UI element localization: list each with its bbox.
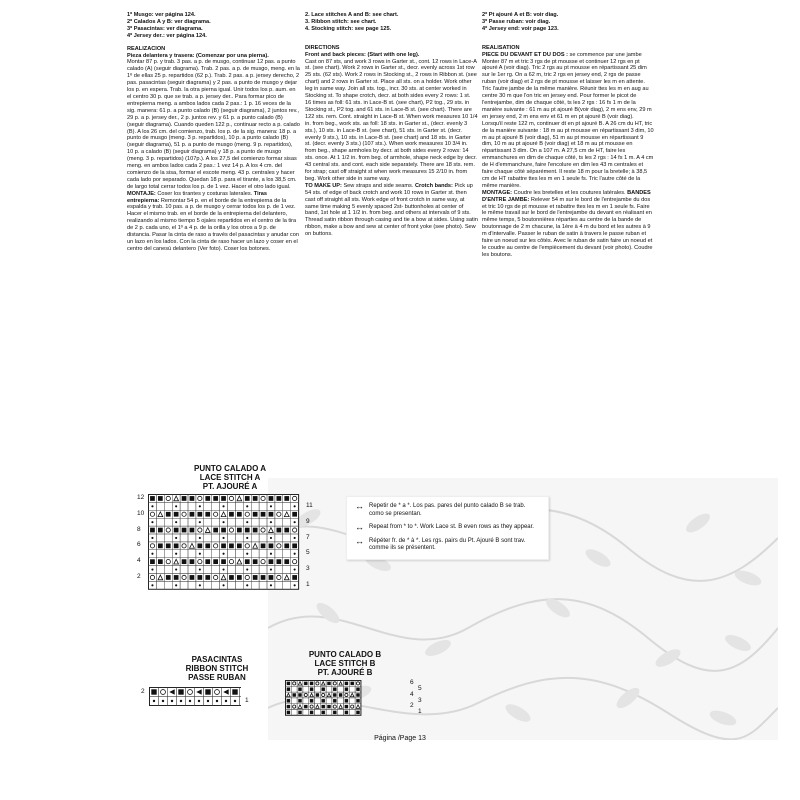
purl-symbol [292, 512, 297, 517]
purl-symbol [190, 512, 195, 517]
row-number-left: 8 [137, 525, 141, 533]
abbrev-fr-3: 3º Passe ruban: voir diag. [482, 18, 551, 25]
purl-symbol [253, 559, 258, 564]
purl-symbol [221, 559, 226, 564]
knit-dot-symbol [199, 584, 201, 586]
row-number-right: 7 [306, 533, 310, 541]
chart-ribbon-title-fr: PASSE RUBAN [188, 673, 246, 682]
purl-symbol [174, 512, 179, 517]
knit-dot-symbol [153, 700, 155, 702]
purl-symbol [276, 528, 281, 533]
abbrev-fr-2: 2º Pt ajouré A et B: voir diag. [482, 12, 559, 18]
knit-dot-symbol [222, 584, 224, 586]
purl-symbol [287, 705, 290, 708]
instructions-body: Monter 87 m et tric 3 rgs de pt mousse et continuer 12 rgs en pt ajouré A (voir diag). Tric 2 rgs au pt mousse en répartissant 25 dim sur le 1er rg. On a 62 m, tric 2 rgs en jersey end, 2 rgs de passe ruban (voir diag) et 2 rgs de pt mousse et laisser les m en attente. Tric l'autre jambe de la même manière. Réunir ttes les m en aug au centre 30 m que l'on tric en jersey end. Pour former le picot de l'entrejambe, dim de chaque côté, ts les 2 rgs : 16 fs 1 m de la manière suivante : 61 m au pt ajouré B(voir diag), 2 m ens env, 29 m en jersey end, 2 m ens env et 61 m en pt ajouré B (voir diag). Lorsqu'il reste 122 m, continuer dt en pt ajouré B. A 26 cm du HT, tric de la manière suivante : 18 m au pt mousse en répartissant 3 dim, 10 m au pt ajouré B (voir diag), 51 m au pt mousse en répartissant 9 dim, 10 m au pt ajouré B (voir diag) et 18 m au pt mousse en répartissant 3 dim. On a 107 m. A 27,5 cm de HT, faire les emmanchures en dim de chaque côté, ts les 2 rgs : 14 fs 1 m. A 4 cm de H d'emmanchure, faire l'encolure en dim les 43 m centrales et faire chaque côté séparément. Il reste 18 m pour la bretelle; à 38,5 cm de HT rabattre ttes les m en 1 seule fs. Tric l'autre côté de la même manière. [482, 58, 654, 189]
purl-symbol [356, 711, 359, 714]
knit-dot-symbol [199, 553, 201, 555]
purl-symbol [292, 543, 297, 548]
purl-symbol [182, 559, 187, 564]
knit-dot-symbol [294, 505, 296, 507]
purl-symbol [345, 682, 348, 685]
purl-symbol [333, 693, 336, 696]
row-number-right: 9 [306, 517, 310, 525]
knit-dot-symbol [199, 537, 201, 539]
knit-dot-symbol [270, 537, 272, 539]
purl-symbol [292, 575, 297, 580]
purl-symbol [310, 687, 313, 690]
knit-dot-symbol [294, 521, 296, 523]
section-subheading: PIECE DU DEVANT ET DU DOS : [482, 51, 568, 58]
purl-symbol [158, 496, 163, 501]
legend-en: Repeat from * to *. Work Lace st. B even rows as they appear. [369, 524, 534, 530]
purl-symbol [213, 496, 218, 501]
purl-symbol [284, 528, 289, 533]
chart-a-title [165, 464, 295, 491]
knit-dot-symbol [171, 700, 173, 702]
knit-dot-symbol [246, 584, 248, 586]
purl-symbol [237, 575, 242, 580]
section-subheading: Pieza delantera y trasera: (Comenzar por una pierna). [127, 52, 269, 59]
purl-symbol [356, 693, 359, 696]
purl-symbol [284, 543, 289, 548]
makeup-label: TO MAKE UP: [305, 182, 342, 189]
purl-symbol [182, 496, 187, 501]
montaje-label: MONTAJE: [127, 190, 156, 197]
ribbon-stitch-grid [149, 687, 241, 707]
knit-dot-symbol [180, 700, 182, 702]
purl-symbol [316, 693, 319, 696]
purl-symbol [245, 559, 250, 564]
row-number-left: 6 [137, 541, 141, 549]
bandes-text: Relever 54 m sur le bord de l'entrejambe du dos et tric 10 rgs de pt mousse et rabattre ttes les m en 1 seule fs. Faire le même travail sur le bord de l'entrejambe du devant en réalisant en même temps, 5 boutonnières réparties au centre de la bande de boutonnage de 2 m chacune, la 1ère à 4 m du bord et les autres à 9 m d'intervalle. Passer le ruban de satin à travers le passe ruban et faire un noeud sur les côtés. Avec le ruban de satin faire un noeud et le coudre au centre de l'empiècement du devant (voir photo). Coudre les boutons. [482, 196, 653, 258]
chart-a-title-es: PUNTO CALADO A [194, 464, 266, 473]
purl-symbol [287, 699, 290, 702]
knit-dot-symbol [199, 521, 201, 523]
crotch-text: Pick up 54 sts. of edge of back crotch and work 10 rows in Garter st. then cast off straight all sts. Work edge of front crotch in same way, at same time making 5 evenly spaced 2st- buttonholes at center of band, 1st hole at 1 1/2 in. from beg. and others at intervals of 9 sts. Thread satin ribbon through casing and tie a bow at sides. Using satin ribbon, make a bow and sew at center of front yoke (see photo). Sew on buttons. [305, 182, 478, 238]
chart-b-title [290, 650, 400, 677]
legend-es: Repetir de * a *. Los pas. pares del punto calado B se trab. como se presentan. [369, 503, 526, 517]
purl-symbol [269, 543, 274, 548]
purl-symbol [190, 575, 195, 580]
row-number-left: 2 [141, 688, 145, 695]
purl-symbol [345, 699, 348, 702]
knit-dot-symbol [175, 553, 177, 555]
knit-dot-symbol [175, 505, 177, 507]
purl-symbol [356, 687, 359, 690]
purl-symbol [205, 512, 210, 517]
abbrev-es-4: 4º Jersey der.: ver página 124. [127, 32, 207, 39]
section-heading: DIRECTIONS [305, 44, 340, 51]
chart-b-title-es: PUNTO CALADO B [308, 650, 382, 659]
english-instructions [305, 12, 478, 238]
purl-symbol [321, 705, 324, 708]
purl-symbol [205, 689, 210, 694]
purl-symbol [356, 699, 359, 702]
row-number-left: 4 [410, 690, 414, 698]
section-heading: REALISATION [482, 44, 520, 51]
makeup-text: Sew straps and side seams. [343, 182, 414, 189]
purl-symbol [166, 512, 171, 517]
knit-dot-symbol [151, 521, 153, 523]
chart-b-title-en: LACE STITCH B [314, 659, 376, 668]
knit-dot-symbol [294, 553, 296, 555]
knit-dot-symbol [246, 553, 248, 555]
abbrev-es-2: 2º Calados A y B: ver diagrama. [127, 18, 211, 25]
purl-symbol [178, 689, 183, 694]
purl-symbol [174, 575, 179, 580]
montaje-text: Coser los tirantes y costuras laterales. [157, 190, 253, 197]
purl-symbol [310, 711, 313, 714]
purl-symbol [245, 496, 250, 501]
bandes-label: BANDES D'ENTRE JAMBE: [482, 189, 651, 203]
purl-symbol [253, 575, 258, 580]
purl-symbol [261, 512, 266, 517]
purl-symbol [350, 682, 353, 685]
purl-symbol [205, 543, 210, 548]
purl-symbol [237, 543, 242, 548]
purl-symbol [276, 559, 281, 564]
knit-dot-symbol [294, 568, 296, 570]
knit-dot-symbol [294, 584, 296, 586]
page-number: Página /Page 13 [374, 735, 426, 742]
section-subheading: Front and back pieces: (Start with one leg). [305, 51, 420, 58]
purl-symbol [174, 543, 179, 548]
purl-symbol [261, 575, 266, 580]
repeat-arrow-icon: ↔ [355, 535, 364, 546]
purl-symbol [276, 496, 281, 501]
purl-symbol [151, 689, 156, 694]
purl-symbol [298, 699, 301, 702]
purl-symbol [221, 496, 226, 501]
section-heading: REALIZACION [127, 45, 166, 52]
chart-a-title-en: LACE STITCH A [199, 473, 261, 482]
row-number-left: 6 [410, 679, 414, 686]
knit-dot-symbol [222, 553, 224, 555]
instructions-body: Montar 87 p. y trab. 3 pas. a p. de musgo, continuar 12 pas. a punto calado (A) (seguir diagrama). Trab. 2 pas. a p. de musgo, meng. en la 1º de ellas 25 p. repartidos (62 p.). Trab. 2 pas. a p. jersey derecho, 2 pas. pasacintas (seguir diagrama) y 2 pas. a punto de musgo y dejar los p. en espera. Trab. la otra pierna igual. Unir todos los p. aum. en el centro 30 p. que se trab. a p. jersey der.. Para formar pico de entrepierna meng. a ambos lados cada 2 pas.: 1 p. 16 veces de la sig. manera: 61 p. a punto calado (B) (seguir diagrama), 2 juntos rev., 29 p. a p. jersey der., 2 p. juntos rev. y 61 p. a punto calado (B) (seguir diagrama). Cuando queden 122 p., continuar recto a p. calado (B). A los 26 cm. del comienzo, trab. los p. de la sig. manera: 18 p. a punto de musgo (meng. 3 p. repartidos), 10 p. a punto calado (B) (seguir diagrama), 51 p. a punto de musgo (meng. 9 p. repartidos), 10 p. a calado (B) (seguir diagrama) y 18 p. a punto de musgo (meng. 3 p. repartidos) (107p.). A los 27,5 del comienzo formar sisas meng. en ambos lados cada 2 pas.: 1 vez 14 p. A los 4 cm. del comienzo de la sisa, formar el escote meng. 43 p. centrales y hacer cada lado por separado. Quedan 18 p. para el tirante, a los 38,5 cm. de largo total cerrar todos los p. de 1 vez. Hacer el otro lado igual. [127, 59, 300, 190]
purl-symbol [304, 705, 307, 708]
purl-symbol [213, 559, 218, 564]
knit-dot-symbol [270, 568, 272, 570]
abbrev-en-4: 4. Stocking stitch: see page 125. [305, 25, 392, 32]
purl-symbol [237, 512, 242, 517]
purl-symbol [232, 689, 237, 694]
knit-dot-symbol [175, 537, 177, 539]
tiras-label: Tiras entrepierna: [127, 190, 268, 204]
abbrev-es-1: 1º Musgo: ver página 124. [127, 12, 196, 18]
purl-symbol [150, 528, 155, 533]
purl-symbol [287, 711, 290, 714]
row-number-right: 1 [306, 581, 310, 588]
purl-symbol [190, 496, 195, 501]
knit-dot-symbol [222, 568, 224, 570]
knit-dot-symbol [216, 700, 218, 702]
knit-dot-symbol [175, 584, 177, 586]
knit-dot-symbol [151, 568, 153, 570]
row-number-right: 1 [245, 697, 249, 704]
knit-dot-symbol [151, 537, 153, 539]
row-number-right: 5 [418, 685, 422, 692]
purl-symbol [229, 512, 234, 517]
purl-symbol [229, 543, 234, 548]
purl-symbol [339, 693, 342, 696]
purl-symbol [269, 559, 274, 564]
purl-symbol [197, 575, 202, 580]
knit-dot-symbol [270, 521, 272, 523]
abbrev-en-3: 3. Ribbon stitch: see chart. [305, 18, 377, 25]
instructions-body: Cast on 87 sts, and work 3 rows in Garter st., cont. 12 rows in Lace-A st. (see chart). Work 2 rows in Garter st., decr. evenly across 1st row 25 sts. (62 sts). Work 2 rows in Stocking st., 2 rows in Ribbon st. (see chart) and 2 rows in Garter st. Place all sts. on a holder. Work other leg in same way. Join all sts. tog., incr. 30 sts. at center worked in Stocking st. To shape crotch, decr. at both sides every 2 rows: 1 st. 16 times as foll: 61 sts. in Lace-B st. (see chart), P2 tog., 29 sts. in Stocking st., P2 tog. and 61 sts. in Lace-B st. (see chart). There are 122 sts. rem. Cont. straight in Lace-B st. When work measures 10 1/4 in. from beg., work sts. as foll: 18 sts. in Garter st., (decr. evenly 3 sts.), 10 sts. in Lace-B st. (see chart), 51 sts. in Garter st. (decr. evenly 9 sts.), 10 sts. in Lace-B st. (see chart) and 18 sts. in Garter st. (decr. evenly 3 sts.) (107 sts.). When work measures 10 3/4 in. from beg., shape armholes by decr. at both sides every 2 rows: 14 sts. once. At 1 1/2 in. from beg. of armhole, shape neck edge by decr. 43 central sts. and cont. each side separately. There are 18 sts. rem. for strap; cast off straight st when work measures 15 2/10 in. from beg. Work other side in same way. [305, 58, 478, 182]
repeat-arrow-icon: ↔ [355, 501, 364, 511]
purl-symbol [245, 528, 250, 533]
knit-dot-symbol [246, 505, 248, 507]
knit-dot-symbol [222, 537, 224, 539]
abbrev-en-2: 2. Lace stitches A and B: see chart. [305, 12, 399, 18]
purl-symbol [253, 496, 258, 501]
row-number-right: 3 [418, 696, 422, 704]
lace-stitch-a-grid [148, 494, 300, 628]
purl-symbol [292, 693, 295, 696]
purl-symbol [158, 559, 163, 564]
purl-symbol [166, 543, 171, 548]
purl-symbol [304, 682, 307, 685]
knit-dot-symbol [294, 537, 296, 539]
purl-symbol [327, 682, 330, 685]
section-subheading-rest: se commence par une jambe [569, 51, 642, 58]
tiras-text: Remontar 54 p. en el borde de la entrepierna de la espalda y trab. 10 pas. a p. de musgo y cerrar todos los p. de 1 vez. Hacer el mismo trab. en el borde de la entrepierna del delantero, realizando al mismo tiempo 5 ojales repartidos en el centro de la tira de 2 p. cada uno, el 1º a 4 p. de la orilla y los otros a 9 p. de distancia. Pasar la cinta de raso a través del pasacintas y anudar con un lazo en los lados. Con la cinta de raso hacer un lazo y coser en el centro del canesú delantero (Ver foto). Coser los botones. [127, 197, 299, 252]
purl-symbol [182, 528, 187, 533]
purl-symbol [298, 711, 301, 714]
purl-symbol [197, 543, 202, 548]
row-number-left: 4 [137, 557, 141, 565]
knit-dot-symbol [270, 553, 272, 555]
knit-dot-symbol [189, 700, 191, 702]
chart-ribbon-title-en: RIBBON STITCH [185, 664, 249, 673]
purl-symbol [269, 575, 274, 580]
purl-symbol [287, 682, 290, 685]
knit-dot-symbol [270, 584, 272, 586]
purl-symbol [310, 682, 313, 685]
knit-dot-symbol [175, 521, 177, 523]
purl-symbol [287, 687, 290, 690]
knit-dot-symbol [199, 568, 201, 570]
purl-symbol [345, 711, 348, 714]
purl-symbol [333, 687, 336, 690]
knit-dot-symbol [198, 700, 200, 702]
purl-symbol [190, 528, 195, 533]
knit-dot-symbol [151, 505, 153, 507]
purl-symbol [150, 496, 155, 501]
purl-symbol [298, 693, 301, 696]
repeat-arrow-icon: ↔ [355, 522, 364, 532]
purl-symbol [158, 543, 163, 548]
row-number-left: 2 [410, 702, 414, 710]
purl-symbol [269, 496, 274, 501]
knit-dot-symbol [246, 568, 248, 570]
purl-symbol [237, 528, 242, 533]
chart-ribbon-title-es: PASACINTAS [191, 655, 243, 664]
purl-symbol [229, 575, 234, 580]
abbrev-fr-4: 4º Jersey end: voir page 123. [482, 25, 559, 32]
purl-symbol [321, 699, 324, 702]
knit-dot-symbol [222, 521, 224, 523]
row-number-left: 2 [137, 573, 141, 580]
purl-symbol [205, 575, 210, 580]
purl-symbol [333, 699, 336, 702]
purl-symbol [158, 528, 163, 533]
purl-symbol [321, 687, 324, 690]
chart-ribbon-title [172, 655, 262, 682]
crotch-label: Crotch bands: [414, 182, 453, 189]
row-number-left: 10 [137, 509, 145, 517]
row-number-right: 1 [418, 708, 422, 716]
purl-symbol [284, 559, 289, 564]
purl-symbol [321, 711, 324, 714]
knit-dot-symbol [175, 568, 177, 570]
purl-symbol [197, 512, 202, 517]
purl-symbol [221, 543, 226, 548]
chart-a-title-fr: PT. AJOURÉ A [202, 482, 258, 491]
knit-dot-symbol [234, 700, 236, 702]
knit-dot-symbol [199, 505, 201, 507]
purl-symbol [221, 528, 226, 533]
row-number-right: 11 [306, 502, 313, 509]
purl-symbol [345, 705, 348, 708]
knit-dot-symbol [162, 700, 164, 702]
purl-symbol [253, 512, 258, 517]
chart-legend-card [346, 496, 549, 560]
purl-symbol [213, 528, 218, 533]
purl-symbol [327, 705, 330, 708]
purl-symbol [310, 699, 313, 702]
row-number-right: 5 [306, 549, 310, 557]
purl-symbol [190, 559, 195, 564]
row-number-left: 12 [137, 494, 145, 501]
montage-text: Coudre les bretelles et les coutures latérales. [513, 189, 626, 196]
chart-b-title-fr: PT. AJOURÉ B [317, 668, 373, 677]
knit-dot-symbol [246, 537, 248, 539]
purl-symbol [269, 512, 274, 517]
legend-fr: Répéter fr. de * à *. Les rgs. pairs du Pt. Ajouré B sont trav. comme ils se présentent. [369, 537, 526, 551]
french-instructions [482, 12, 654, 259]
abbrev-es-3: 3º Pasacintas: ver diagrama. [127, 25, 203, 32]
knit-dot-symbol [151, 553, 153, 555]
spanish-instructions [127, 12, 300, 253]
purl-symbol [174, 528, 179, 533]
purl-symbol [284, 496, 289, 501]
knit-dot-symbol [225, 700, 227, 702]
montage-label: MONTAGE: [482, 189, 513, 196]
knit-dot-symbol [151, 584, 153, 586]
purl-symbol [166, 575, 171, 580]
purl-symbol [150, 559, 155, 564]
purl-symbol [253, 528, 258, 533]
lace-stitch-b-grid [285, 680, 405, 716]
knit-dot-symbol [222, 505, 224, 507]
purl-symbol [205, 496, 210, 501]
purl-symbol [333, 711, 336, 714]
purl-symbol [298, 687, 301, 690]
knit-dot-symbol [246, 521, 248, 523]
knit-dot-symbol [207, 700, 209, 702]
knit-dot-symbol [270, 505, 272, 507]
row-number-right: 3 [306, 565, 310, 573]
purl-symbol [345, 687, 348, 690]
purl-symbol [261, 543, 266, 548]
purl-symbol [205, 559, 210, 564]
